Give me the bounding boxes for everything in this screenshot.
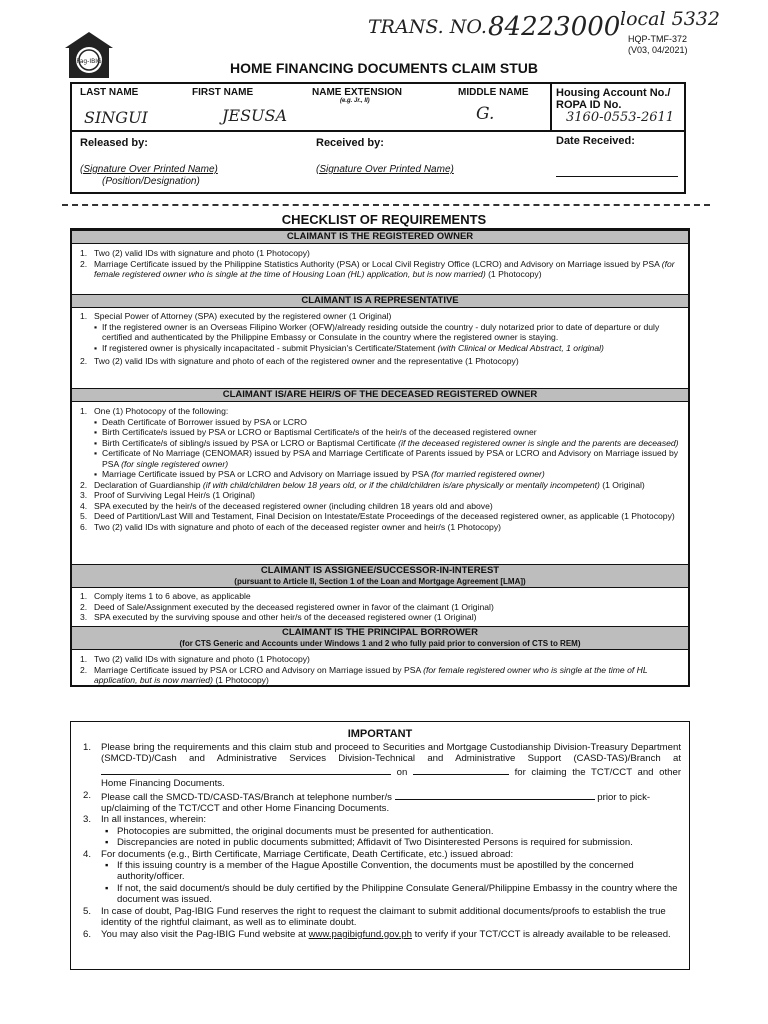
item-text: SPA executed by the heir/s of the deceased registered owner (including children 18 years old and above) (94, 500, 493, 511)
bullet-item: ▪ Certificate of No Marriage (CENOMAR) issued by PSA and Marriage Certificate of Parents issued by PSA or LCRO and Advisory on Marriage issued by PSA (for single registered owner) (94, 448, 679, 469)
list-item: 2. Marriage Certificate issued by the Philippine Statistics Authority (PSA) or Local Civil Registry Office (LCRO) and Advisory on Marriage issued by PSA (for female registered owner who is single at the time of Housing Loan (HL) application, but is now married) (1 Photocopy) (80, 258, 675, 279)
bullet-item: ▪ If not, the said document/s should be duly certified by the Philippine Consulate General/Philippine Embassy in the country where the document was issued. (105, 882, 678, 906)
section-representative-items (80, 311, 682, 367)
item-text: on (396, 766, 408, 778)
item-text: One (1) Photocopy of the following: (94, 406, 229, 416)
list-item: 5. In case of doubt, Pag-IBIG Fund reserves the right to request the claimant to submit additional documents/proofs to establish the true identity of the rightful claimant, as well as to eliminate doubt. (83, 905, 666, 929)
list-item: 2. Declaration of Guardianship (if with child/children below 18 years old, or if the child/children is/are physically or mentally incompetent) (1 Original) (80, 479, 645, 490)
item-text: (1 Photocopy) (485, 269, 542, 279)
form-version: (V03, 04/2021) (628, 45, 688, 55)
item-text-italic: (for married registered owner) (431, 469, 545, 479)
item-text: Marriage Certificate issued by PSA or LCRO and Advisory on Marriage issued by PSA (94, 664, 424, 675)
section-assignee-subtitle: (pursuant to Article II, Section 1 of the Loan and Mortgage Agreement [LMA]) (234, 577, 526, 586)
list-item: 2. Marriage Certificate issued by PSA or LCRO and Advisory on Marriage issued by PSA (for female registered owner who is single at the time of HL application, but is now married) (1 Photocopy) (80, 664, 648, 685)
list-item: 2. Two (2) valid IDs with signature and photo of each of the registered owner and the representative (1 Photocopy) (80, 356, 519, 366)
bullet-item: ▪ Marriage Certificate issued by PSA or LCRO and Advisory on Marriage issued by PSA (for married registered owner) (94, 469, 545, 479)
received-by-label: Received by: (316, 137, 384, 149)
list-item: 1. Two (2) valid IDs with signature and photo (1 Photocopy) (80, 248, 310, 258)
item-text: Discrepancies are noted in public documents submitted; Affidavit of Two Disinterested Persons is required for submission. (117, 837, 633, 849)
claim-stub-box (70, 82, 686, 194)
list-item: 4. For documents (e.g., Birth Certificate, Marriage Certificate, Death Certificate, etc.) issued abroad: (83, 848, 514, 860)
bullet-item: ▪ Death Certificate of Borrower issued by PSA or LCRO (94, 416, 307, 427)
account-label-2: ROPA ID No. (556, 99, 622, 111)
item-text: Deed of Partition/Last Will and Testament, Final Decision on Intestate/Estate Proceedings of the deceased registered owner, as applicable (1 Photocopy) (94, 511, 675, 521)
list-item: 6. Two (2) valid IDs with signature and photo of each of the deceased register owner and heir/s (1 Photocopy) (80, 521, 501, 532)
item-text: to verify if your TCT/CCT is already available to be released. (411, 928, 671, 940)
item-text-italic: (for single registered owner) (121, 458, 229, 469)
logo-text: Pag-IBIG (76, 58, 102, 65)
bullet-item: ▪ Birth Certificate/s of sibling/s issued by PSA or LCRO or Baptismal Certificate (if the deceased registered owner is single and the parents are deceased) (94, 437, 679, 448)
item-text: Special Power of Attorney (SPA) executed by the registered owner (1 Original) (94, 311, 392, 321)
list-item: 1. One (1) Photocopy of the following: (80, 406, 229, 416)
item-text: Birth Certificate/s issued by PSA or LCRO or Baptismal Certificate/s of the heir/s of the deceased registered owner (102, 427, 537, 437)
name-ext-label: NAME EXTENSION (312, 87, 403, 98)
branch-blank[interactable] (101, 765, 391, 775)
middle-name-value: G. (476, 104, 495, 124)
bullet-item: ▪ Photocopies are submitted, the original documents must be presented for authentication. (105, 825, 494, 837)
trans-no-label: TRANS. NO. (368, 16, 487, 38)
section-principal-title: CLAIMANT IS THE PRINCIPAL BORROWER (282, 627, 478, 638)
important-box (70, 721, 690, 970)
released-position-line: (Position/Designation) (102, 176, 200, 187)
section-principal-borrower (72, 626, 688, 650)
item-text: In all instances, wherein: (101, 814, 207, 826)
list-item: 5. Deed of Partition/Last Will and Testament, Final Decision on Intestate/Estate Proceedings of the deceased registered owner, as applicable (1 Photocopy) (80, 511, 675, 521)
item-text: For documents (e.g., Birth Certificate, Marriage Certificate, Death Certificate, etc.) issued abroad: (101, 848, 514, 860)
item-text: Deed of Sale/Assignment executed by the deceased registered owner in favor of the claimant (1 Original) (94, 601, 494, 612)
account-no-value: 3160-0553-2611 (566, 110, 675, 125)
item-text: SPA executed by the surviving spouse and other heir/s of the deceased registered owner (1 Original) (94, 612, 477, 622)
date-received-label: Date Received: (556, 135, 635, 147)
last-name-label: LAST NAME (80, 87, 139, 98)
list-item: 4. SPA executed by the heir/s of the deceased registered owner (including children 18 years old and above) (80, 500, 493, 511)
item-text: Comply items 1 to 6 above, as applicable (94, 591, 251, 601)
item-text: Birth Certificate/s of sibling/s issued by PSA or LCRO or Baptismal Certificate (102, 437, 399, 448)
list-item: 6. You may also visit the Pag-IBIG Fund website at www.pagibigfund.gov.ph to verify if your TCT/CCT is already available to be released. (83, 928, 671, 940)
website-link[interactable]: www.pagibigfund.gov.ph (308, 928, 412, 940)
section-registered-owner: CLAIMANT IS THE REGISTERED OWNER (72, 230, 688, 244)
middle-name-label: MIDDLE NAME (458, 87, 529, 98)
item-text: If the registered owner is an Overseas Filipino Worker (OFW)/already residing outside the country - duly notarized prior to date of departure or duly certified and authenticated by the Philippine Embassy or Consulate in the country where the registered owner is staying. (102, 321, 660, 342)
item-text: Marriage Certificate issued by the Philippine Statistics Authority (PSA) or Local Civil Registry Office (LCRO) and Advisory on Marriage issued by PSA (94, 258, 662, 269)
item-text: Declaration of Guardianship (94, 479, 203, 490)
bullet-item: ▪ Discrepancies are noted in public documents submitted; Affidavit of Two Disinterested Persons is required for submission. (105, 837, 633, 849)
list-item: 1. Comply items 1 to 6 above, as applicable (80, 591, 251, 601)
last-name-value: SINGUI (84, 108, 148, 127)
item-text: (1 Photocopy) (212, 675, 269, 685)
item-text: If not, the said document/s should be duly certified by the Philippine Consulate General/Philippine Embassy in the country where the document was issued. (117, 882, 678, 906)
released-by-label: Released by: (80, 137, 148, 149)
item-text: Please bring the requirements and this claim stub and proceed to Securities and Mortgage Custodianship Division-Treasury Department (SMCD-TD)/Cash and Administrative Services Division-Technical and Administrative Support (CASD-TAS)/Branch at (101, 742, 681, 765)
form-code-text: HQP-TMF-372 (628, 34, 688, 44)
cut-line (62, 204, 710, 206)
item-text: Marriage Certificate issued by PSA or LCRO and Advisory on Marriage issued by PSA (102, 469, 432, 479)
list-item: 3. SPA executed by the surviving spouse and other heir/s of the deceased registered owner (1 Original) (80, 612, 477, 622)
item-text: You may also visit the Pag-IBIG Fund website at (101, 928, 309, 940)
list-item: 2. Deed of Sale/Assignment executed by the deceased registered owner in favor of the claimant (1 Original) (80, 601, 494, 612)
received-signature-line: (Signature Over Printed Name) (316, 164, 454, 175)
date-received-line (556, 176, 678, 177)
important-title: IMPORTANT (347, 728, 413, 740)
item-text: (1 Original) (599, 479, 645, 490)
list-item: 3. Proof of Surviving Legal Heir/s (1 Original) (80, 490, 255, 500)
item-text: prior to pick-up/claiming of the TCT/CCT and other Home Financing Documents. (101, 791, 651, 815)
row-divider (72, 130, 684, 132)
checklist-title: CHECKLIST OF REQUIREMENTS (281, 212, 487, 227)
account-label-1: Housing Account No./ (556, 87, 671, 99)
important-list (83, 742, 681, 940)
item-text: If this issuing country is a member of the Hague Apostille Convention, the documents must be apostilled by the concerned authority/officer. (117, 860, 634, 883)
item-text: Two (2) valid IDs with signature and photo of each of the registered owner and the representative (1 Photocopy) (94, 356, 519, 366)
page-title: HOME FINANCING DOCUMENTS CLAIM STUB (230, 60, 538, 76)
item-text: for claiming the TCT/CCT and other Home Financing Documents. (101, 766, 682, 790)
item-text-italic: (with Clinical or Medical Abstract, 1 original) (437, 342, 604, 353)
item-text: In case of doubt, Pag-IBIG Fund reserves the right to request the claimant to submit additional documents/proofs to establish the true identity of the rightful claimant, as well as to eliminate doubt. (101, 905, 666, 929)
divider (550, 84, 552, 132)
telephone-blank[interactable] (395, 790, 595, 800)
section-registered-owner-items (80, 248, 682, 280)
bullet-item: ▪ Birth Certificate/s issued by PSA or LCRO or Baptismal Certificate/s of the heir/s of the deceased registered owner (94, 427, 537, 437)
list-item: 2. Please call the SMCD-TD/CASD-TAS/Branch at telephone number/s prior to pick-up/claiming of the TCT/CCT and other Home Financing Documents. (83, 789, 651, 815)
item-text: Two (2) valid IDs with signature and photo of each of the deceased register owner and heir/s (1 Photocopy) (94, 521, 501, 532)
item-text: Certificate of No Marriage (CENOMAR) issued by PSA and Marriage Certificate of Parents issued by PSA or LCRO and Advisory on Marriage issued by PSA (102, 448, 679, 469)
form-code (628, 34, 688, 56)
item-text: Death Certificate of Borrower issued by PSA or LCRO (102, 416, 307, 427)
local-number: local 5332 (620, 8, 720, 30)
item-text-italic: (if the deceased registered owner is single and the parents are deceased) (398, 437, 679, 448)
released-signature-line: (Signature Over Printed Name) (80, 164, 218, 175)
item-text-italic: (for female registered owner who is single at the time of Housing Loan (HL) application, but is now married) (94, 258, 675, 279)
section-principal-subtitle: (for CTS Generic and Accounts under Windows 1 and 2 who fully paid prior to conversion of CTS to REM) (179, 639, 581, 648)
section-principal-items (80, 654, 682, 686)
section-heirs-items (80, 406, 682, 532)
section-representative: CLAIMANT IS A REPRESENTATIVE (72, 294, 688, 308)
section-assignee (72, 564, 688, 588)
list-item: 1. Special Power of Attorney (SPA) executed by the registered owner (1 Original) (80, 311, 392, 321)
item-text: If registered owner is physically incapacitated - submit Physician's Certificate/Statement (102, 342, 438, 353)
name-ext-hint: (e.g. Jr., II) (340, 98, 370, 104)
item-text: Please call the SMCD-TD/CASD-TAS/Branch at telephone number/s (101, 791, 392, 803)
item-text: Two (2) valid IDs with signature and photo (1 Photocopy) (94, 654, 310, 664)
checklist-box (70, 228, 690, 687)
item-text: Photocopies are submitted, the original documents must be presented for authentication. (117, 825, 494, 837)
first-name-label: FIRST NAME (192, 87, 254, 98)
date-blank[interactable] (413, 765, 509, 775)
section-assignee-items (80, 591, 682, 623)
bullet-item: ▪ If the registered owner is an Overseas Filipino Worker (OFW)/already residing outside the country - duly notarized prior to date of departure or duly certified and authenticated by the Philippine Embassy or Consulate in the country where the registered owner is staying. (94, 321, 660, 342)
section-heirs: CLAIMANT IS/ARE HEIR/S OF THE DECEASED REGISTERED OWNER (72, 388, 688, 402)
item-text-italic: (if with child/children below 18 years old, or if the child/children is/are physically or mentally incompetent) (202, 479, 600, 490)
bullet-item: ▪ If this issuing country is a member of the Hague Apostille Convention, the documents must be apostilled by the concerned authority/officer. (105, 860, 634, 883)
first-name-value: JESUSA (222, 106, 288, 125)
list-item: 1. Two (2) valid IDs with signature and photo (1 Photocopy) (80, 654, 310, 664)
bullet-item: ▪ If registered owner is physically incapacitated - submit Physician's Certificate/Statement (with Clinical or Medical Abstract, 1 original) (94, 342, 604, 353)
section-assignee-title: CLAIMANT IS ASSIGNEE/SUCCESSOR-IN-INTEREST (260, 565, 500, 576)
list-item: 3. In all instances, wherein: (83, 814, 207, 826)
item-text-italic: (for female registered owner who is single at the time of HL application, but is now married) (94, 664, 648, 685)
item-text: Proof of Surviving Legal Heir/s (1 Original) (94, 490, 255, 500)
list-item: 1. Please bring the requirements and this claim stub and proceed to Securities and Mortgage Custodianship Division-Treasury Department (SMCD-TD)/Cash and Administrative Services Division-Technical and Administrative Support (CASD-TAS)/Branch at on for claiming the TCT/CCT and other Home Financing Documents. (83, 742, 682, 790)
trans-no-value: 84223000 (488, 12, 621, 42)
item-text: Two (2) valid IDs with signature and photo (1 Photocopy) (94, 248, 310, 258)
